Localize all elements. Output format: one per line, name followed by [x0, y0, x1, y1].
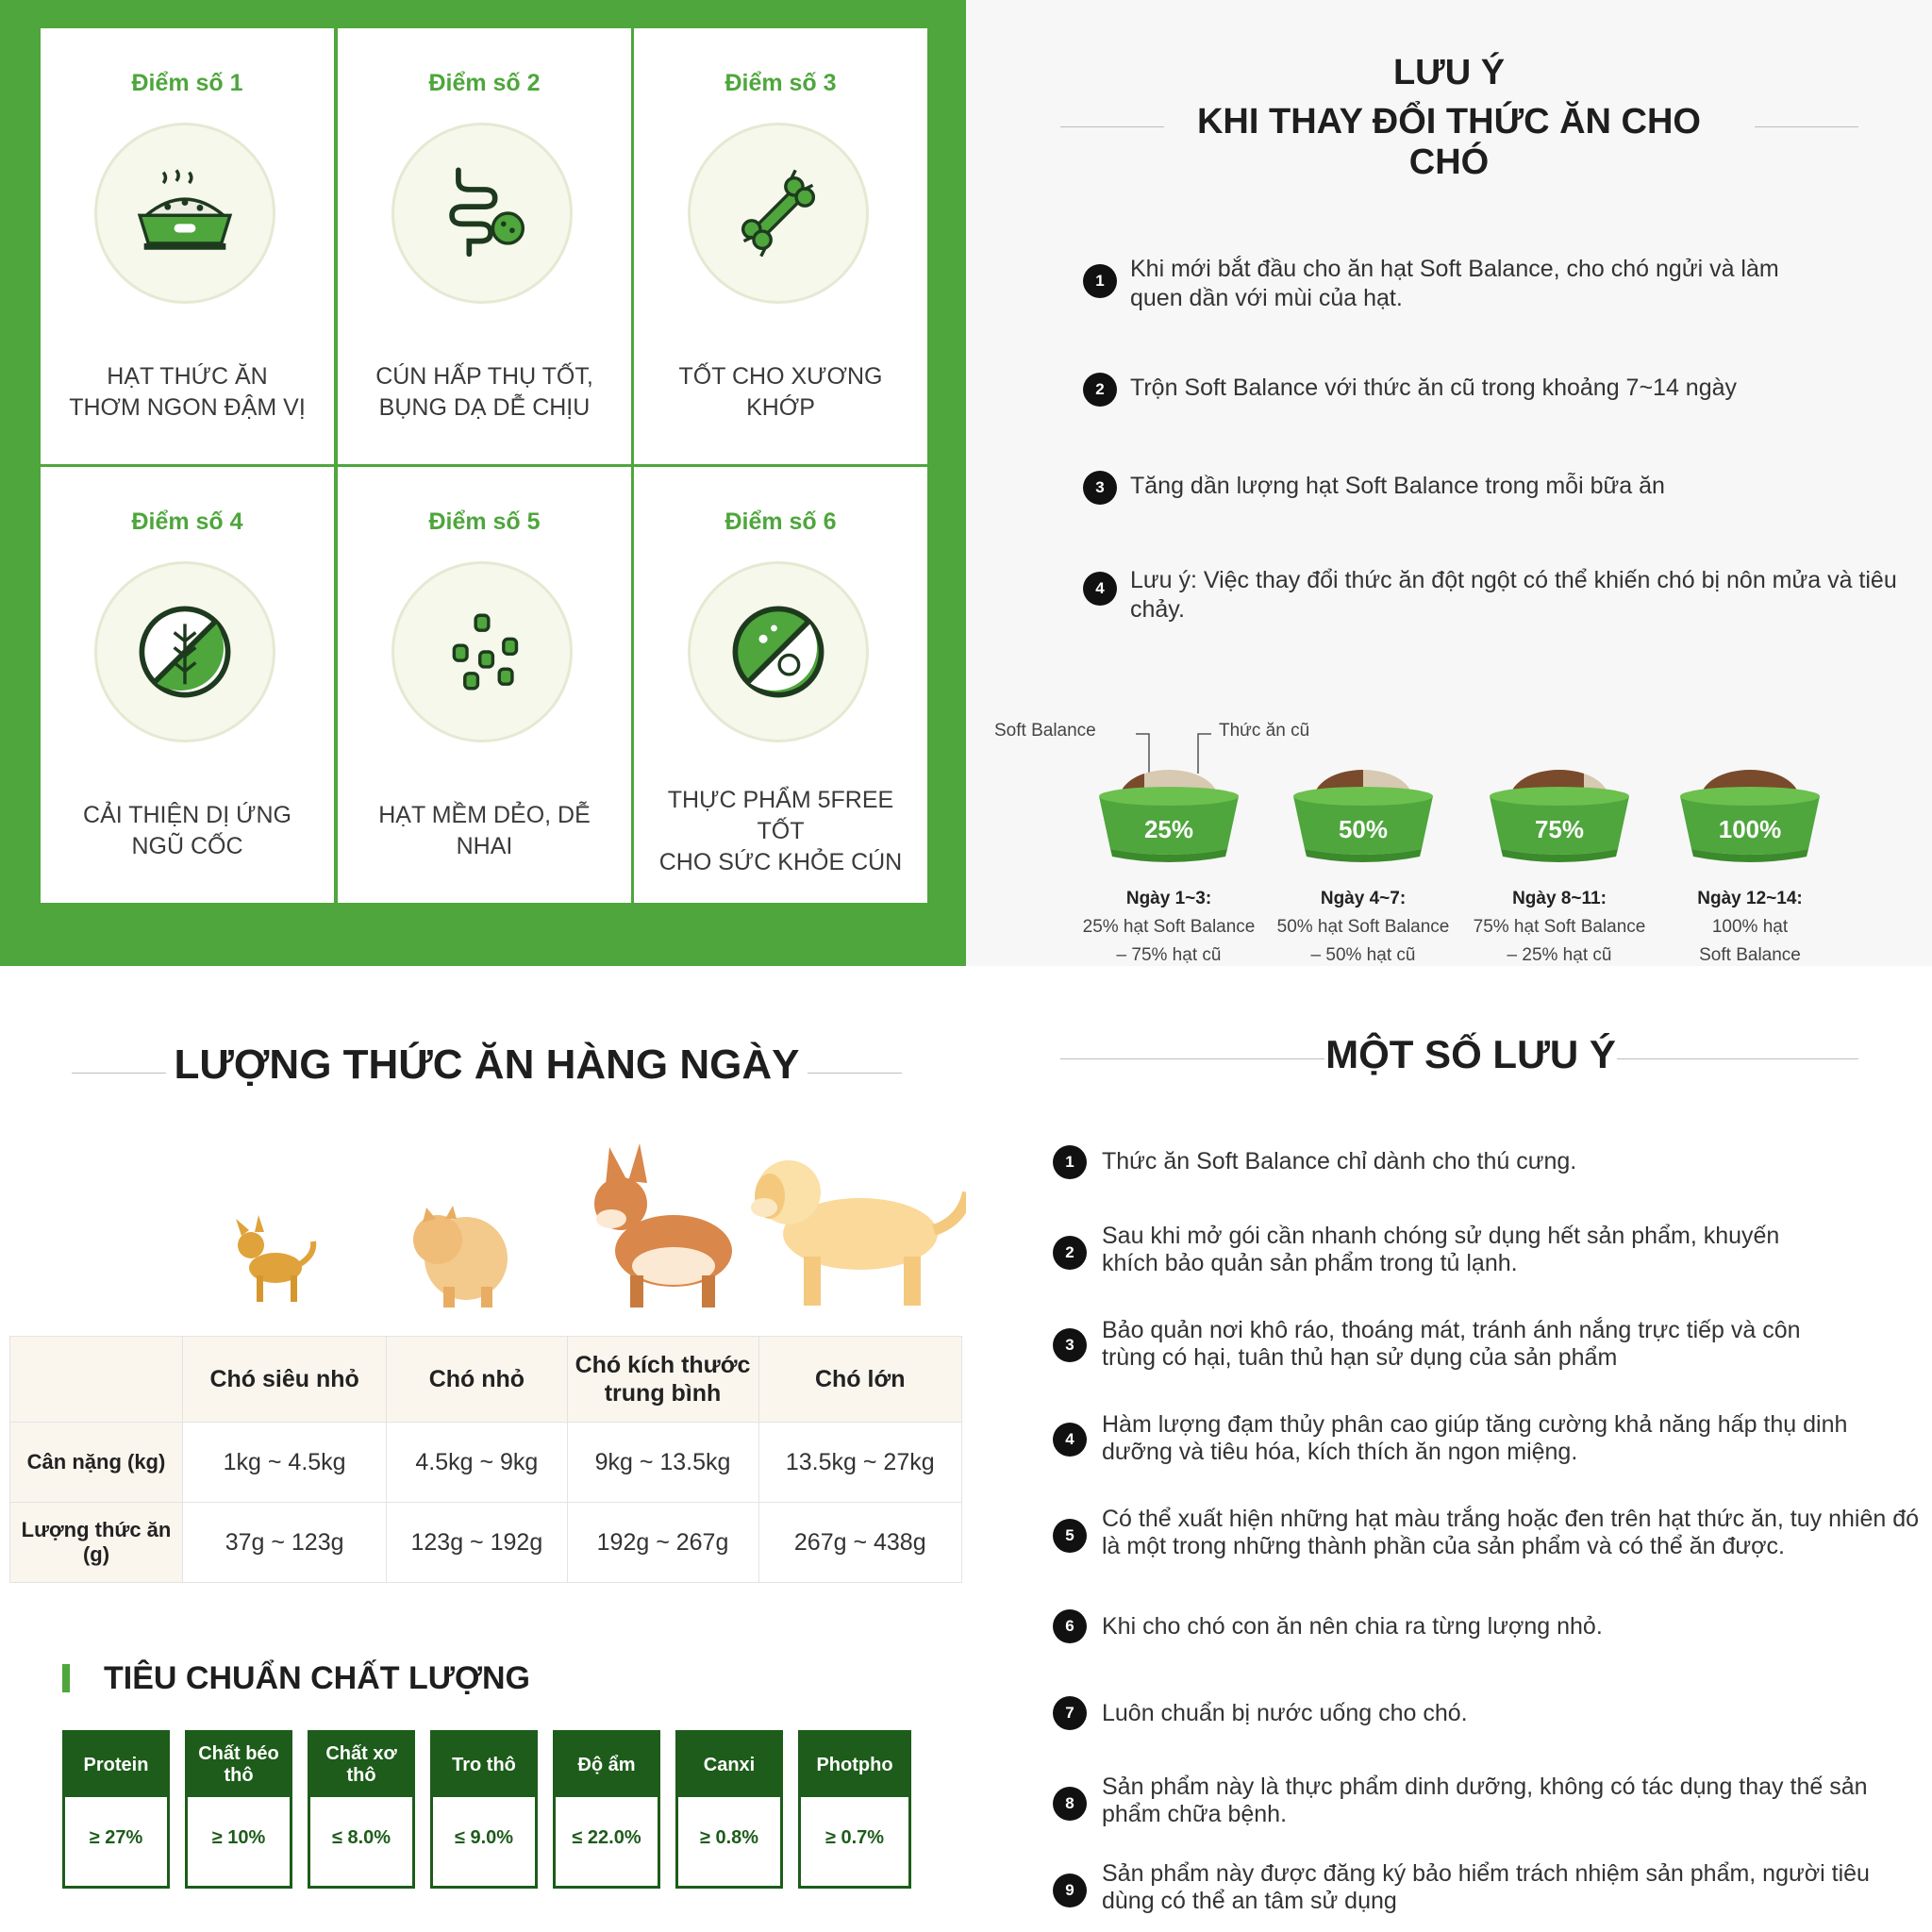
caption-day: Ngày 12~14:: [1697, 889, 1803, 908]
quality-box-calcium: [675, 1730, 783, 1889]
benefit-description: HẠT MỀM DẺO, DỄ NHAI: [378, 802, 591, 859]
title-rule-left: [1060, 1058, 1324, 1059]
note-badge: 8: [1053, 1787, 1087, 1821]
benefit-card-1: [41, 28, 334, 464]
quality-value: ≥ 27%: [89, 1827, 143, 1848]
golden-retriever-icon: [741, 1136, 968, 1315]
benefit-description: CẢI THIỆN DỊ ỨNG NGŨ CỐC: [83, 802, 291, 859]
caption-line1: 25% hạt Soft Balance: [1082, 917, 1256, 937]
benefit-card-3: [634, 28, 927, 464]
quality-name: Chất xơ thô: [310, 1733, 412, 1797]
quality-value: ≤ 9.0%: [454, 1827, 514, 1848]
benefit-card-4: [41, 467, 334, 903]
table-row: [10, 1503, 962, 1583]
title-rule-right: [1755, 126, 1858, 127]
bowl-50: [1288, 755, 1439, 868]
bowl-caption: [1269, 885, 1457, 970]
transition-title-line2: KHI THAY ĐỔI THỨC ĂN CHO CHÓ: [1196, 102, 1701, 182]
quality-box-phosphorus: [798, 1730, 911, 1889]
daily-title: LƯỢNG THỨC ĂN HÀNG NGÀY: [174, 1041, 800, 1088]
bowl-100: [1674, 755, 1825, 868]
benefit-title: Điểm số 1: [131, 70, 243, 96]
note-badge: 4: [1053, 1423, 1087, 1457]
note-text: Hàm lượng đạm thủy phân cao giúp tăng cường khả năng hấp thụ dinh dưỡng và tiêu hóa, kích thích ăn ngon miệng.: [1102, 1411, 1848, 1465]
benefit-description: THỰC PHẨM 5FREE TỐT CHO SỨC KHỎE CÚN: [658, 786, 903, 875]
table-cell: 1kg ~ 4.5kg: [183, 1423, 387, 1503]
quality-box-fat: [185, 1730, 292, 1889]
mix-bowl-icon: [1484, 755, 1635, 868]
label-soft-balance: Soft Balance: [994, 721, 1096, 741]
note-badge: 2: [1053, 1236, 1087, 1270]
note-text: Sản phẩm này được đăng ký bảo hiểm trách nhiệm sản phẩm, người tiêu dùng có thể an tâm sử dụng: [1102, 1860, 1870, 1914]
icon-circle: [94, 561, 275, 742]
quality-value: ≤ 8.0%: [331, 1827, 391, 1848]
transition-panel: [966, 0, 1932, 966]
table-row: [10, 1423, 962, 1503]
bone-icon: [724, 159, 832, 267]
icon-circle: [391, 123, 573, 304]
caption-line2: – 25% hạt cũ: [1507, 945, 1612, 965]
step-badge: 4: [1083, 572, 1117, 606]
benefit-title: Điểm số 2: [428, 70, 541, 96]
benefit-title: Điểm số 6: [724, 508, 837, 535]
title-rule-right: [1617, 1058, 1858, 1059]
table-header-row: [10, 1337, 962, 1423]
benefit-description: TỐT CHO XƯƠNG KHỚP: [678, 363, 883, 421]
caption-line2: Soft Balance: [1699, 945, 1801, 965]
note-badge: 6: [1053, 1609, 1087, 1643]
bowl-caption: [1074, 885, 1263, 970]
benefit-title: Điểm số 3: [724, 70, 837, 96]
note-badge: 9: [1053, 1874, 1087, 1907]
benefit-card-5: [338, 467, 631, 903]
icon-circle: [391, 561, 573, 742]
bowl-caption: [1656, 885, 1844, 970]
transition-title-line1: LƯU Ý: [1392, 53, 1506, 92]
benefits-panel: [0, 0, 966, 966]
note-text: Khi cho chó con ăn nên chia ra từng lượng nhỏ.: [1102, 1613, 1603, 1640]
quality-name: Canxi: [678, 1733, 780, 1797]
quality-name: Độ ẩm: [556, 1733, 658, 1797]
caption-line1: 50% hạt Soft Balance: [1276, 917, 1450, 937]
benefit-title: Điểm số 4: [131, 508, 243, 535]
table-corner: [10, 1337, 183, 1423]
benefit-title: Điểm số 5: [428, 508, 541, 535]
quality-name: Chất béo thô: [188, 1733, 290, 1797]
benefit-description: HẠT THỨC ĂN THƠM NGON ĐẬM VỊ: [69, 363, 306, 421]
step-badge: 1: [1083, 264, 1117, 298]
table-cell: 123g ~ 192g: [387, 1503, 567, 1583]
icon-circle: [94, 123, 275, 304]
step-badge: 2: [1083, 373, 1117, 407]
bowl-caption: [1465, 885, 1654, 970]
title-rule-left: [1060, 126, 1164, 127]
section-accent-bar: [62, 1664, 70, 1692]
column-header: Chó nhỏ: [387, 1337, 567, 1423]
icon-circle: [688, 561, 869, 742]
table-cell: 267g ~ 438g: [758, 1503, 961, 1583]
step-text: Trộn Soft Balance với thức ăn cũ trong khoảng 7~14 ngày: [1130, 375, 1738, 401]
note-badge: 3: [1053, 1328, 1087, 1362]
caption-day: Ngày 4~7:: [1320, 889, 1407, 908]
mix-bowl-icon: [1288, 755, 1439, 868]
caption-day: Ngày 1~3:: [1125, 889, 1212, 908]
caption-day: Ngày 8~11:: [1512, 889, 1607, 908]
table-cell: 13.5kg ~ 27kg: [758, 1423, 961, 1503]
caption-line2: – 75% hạt cũ: [1116, 945, 1222, 965]
bowl-percent: 100%: [1718, 815, 1782, 843]
corgi-icon: [579, 1138, 749, 1317]
note-text: Thức ăn Soft Balance chỉ dành cho thú cưng.: [1102, 1148, 1577, 1174]
feeding-table: [9, 1336, 962, 1583]
quality-box-fiber: [308, 1730, 415, 1889]
benefit-description: CÚN HẤP THỤ TỐT, BỤNG DẠ DỄ CHỊU: [375, 363, 593, 421]
column-header: Chó lớn: [758, 1337, 961, 1423]
kibble-icon: [428, 598, 536, 706]
quality-value: ≤ 22.0%: [572, 1827, 641, 1848]
caption-line2: – 50% hạt cũ: [1310, 945, 1416, 965]
table-cell: 9kg ~ 13.5kg: [567, 1423, 758, 1503]
table-cell: 37g ~ 123g: [183, 1503, 387, 1583]
note-text: Luôn chuẩn bị nước uống cho chó.: [1102, 1700, 1468, 1726]
no-bacteria-icon: [724, 598, 832, 706]
table-cell: 192g ~ 267g: [567, 1503, 758, 1583]
note-text: Sản phẩm này là thực phẩm dinh dưỡng, không có tác dụng thay thế sản phẩm chữa bệnh.: [1102, 1774, 1868, 1827]
quality-value: ≥ 0.7%: [824, 1827, 885, 1848]
step-text: Khi mới bắt đầu cho ăn hạt Soft Balance, cho chó ngửi và làm quen dần với mùi của hạt.: [1130, 256, 1779, 311]
note-text: Bảo quản nơi khô ráo, thoáng mát, tránh ánh nắng trực tiếp và côn trùng có hại, tuân thủ hạn sử dụng của sản phẩm: [1102, 1317, 1801, 1371]
note-text: Sau khi mở gói cần nhanh chóng sử dụng hết sản phẩm, khuyến khích bảo quản sản phẩm trong tủ lạnh.: [1102, 1223, 1780, 1276]
food-bowl-icon: [131, 159, 239, 267]
table-cell: 4.5kg ~ 9kg: [387, 1423, 567, 1503]
bowl-percent: 75%: [1534, 815, 1585, 843]
bowl-percent: 25%: [1143, 815, 1194, 843]
step-text: Tăng dần lượng hạt Soft Balance trong mỗi bữa ăn: [1130, 473, 1665, 499]
note-badge: 5: [1053, 1519, 1087, 1553]
bowl-percent: 50%: [1338, 815, 1389, 843]
pomeranian-icon: [400, 1192, 523, 1315]
benefit-card-2: [338, 28, 631, 464]
quality-title: TIÊU CHUẨN CHẤT LƯỢNG: [104, 1660, 530, 1696]
note-badge: 1: [1053, 1145, 1087, 1179]
bowl-25: [1093, 755, 1244, 868]
notes-title: MỘT SỐ LƯU Ý: [1325, 1032, 1616, 1076]
caption-line1: 75% hạt Soft Balance: [1473, 917, 1646, 937]
icon-circle: [688, 123, 869, 304]
quality-box-protein: [62, 1730, 170, 1889]
caption-line1: 100% hạt: [1711, 917, 1789, 937]
intestine-icon: [428, 159, 536, 267]
label-old-food: Thức ăn cũ: [1219, 721, 1310, 741]
step-badge: 3: [1083, 471, 1117, 505]
quality-value: ≥ 10%: [211, 1827, 266, 1848]
note-text: Có thể xuất hiện những hạt màu trắng hoặc đen trên hạt thức ăn, tuy nhiên đó là một trong những thành phần của sản phẩm và có thể ăn được.: [1102, 1506, 1920, 1559]
row-header: Lượng thức ăn (g): [10, 1503, 183, 1583]
title-rule-left: [72, 1073, 166, 1074]
row-header: Cân nặng (kg): [10, 1423, 183, 1503]
quality-name: Protein: [65, 1733, 167, 1797]
quality-box-ash: [430, 1730, 538, 1889]
note-badge: 7: [1053, 1696, 1087, 1730]
column-header: Chó kích thước trung bình: [567, 1337, 758, 1423]
notes-panel: [966, 966, 1932, 1932]
quality-box-moisture: [553, 1730, 660, 1889]
benefit-card-6: [634, 467, 927, 903]
tiny-dog-icon: [223, 1202, 326, 1315]
title-rule-right: [808, 1073, 902, 1074]
quality-name: Tro thô: [433, 1733, 535, 1797]
no-grain-icon: [131, 598, 239, 706]
quality-name: Photpho: [801, 1733, 908, 1797]
mix-bowl-icon: [1093, 755, 1244, 868]
mix-bowl-icon: [1674, 755, 1825, 868]
column-header: Chó siêu nhỏ: [183, 1337, 387, 1423]
quality-value: ≥ 0.8%: [699, 1827, 759, 1848]
step-text: Lưu ý: Việc thay đổi thức ăn đột ngột có thể khiến chó bị nôn mửa và tiêu chảy.: [1130, 567, 1897, 623]
bowl-75: [1484, 755, 1635, 868]
